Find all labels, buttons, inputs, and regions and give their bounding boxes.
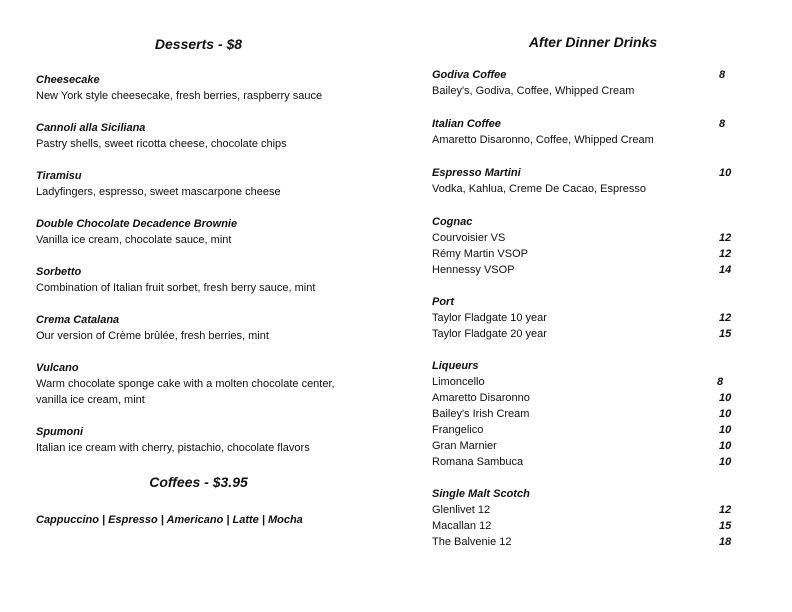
cocktail-price: 8	[719, 69, 726, 81]
dessert-item	[36, 168, 366, 200]
dessert-item	[36, 424, 366, 456]
dessert-name: Crema Catalana	[36, 314, 120, 326]
drink-row	[432, 518, 733, 534]
drink-price: 10	[719, 408, 732, 420]
cocktail-item	[432, 165, 733, 197]
drink-row	[432, 262, 733, 278]
drink-row	[432, 438, 733, 454]
drink-price: 14	[719, 264, 732, 276]
dessert-name: Cannoli alla Siciliana	[36, 122, 146, 134]
drink-name: The Balvenie 12	[432, 536, 512, 548]
desserts-heading: Desserts - $8	[154, 36, 243, 52]
cocktail-item	[432, 67, 733, 99]
drink-row	[432, 374, 733, 390]
drink-name: Courvoisier VS	[432, 232, 506, 244]
drink-price: 10	[719, 392, 732, 404]
dessert-desc: Vanilla ice cream, chocolate sauce, mint	[36, 234, 232, 246]
cocktail-price: 8	[719, 118, 726, 130]
dessert-desc: Pastry shells, sweet ricotta cheese, chocolate chips	[36, 138, 287, 150]
dessert-desc: New York style cheesecake, fresh berries, raspberry sauce	[36, 90, 323, 102]
group-title: Liqueurs	[432, 360, 479, 372]
drink-name: Taylor Fladgate 10 year	[432, 312, 547, 324]
dessert-desc: Ladyfingers, espresso, sweet mascarpone cheese	[36, 186, 281, 198]
coffee-list: Cappuccino | Espresso | Americano | Latte | Mocha	[36, 514, 303, 526]
drink-row	[432, 230, 733, 246]
dessert-item	[36, 72, 366, 104]
drink-name: Frangelico	[432, 424, 484, 436]
scotch-group	[432, 486, 733, 550]
group-title: Port	[432, 296, 454, 308]
coffees-heading: Coffees - $3.95	[149, 474, 248, 490]
drink-name: Rémy Martin VSOP	[432, 248, 528, 260]
drink-row	[432, 326, 733, 342]
drink-row	[432, 454, 733, 470]
dessert-name: Vulcano	[36, 362, 79, 374]
drink-row	[432, 246, 733, 262]
dessert-name: Spumoni	[36, 426, 84, 438]
dessert-desc: Combination of Italian fruit sorbet, fresh berry sauce, mint	[36, 282, 316, 294]
drink-price: 12	[719, 232, 732, 244]
dessert-item	[36, 312, 366, 344]
drink-row	[432, 390, 733, 406]
cocktail-desc: Bailey's, Godiva, Coffee, Whipped Cream	[432, 85, 635, 97]
cocktail-name: Espresso Martini	[432, 167, 521, 179]
dessert-desc: Warm chocolate sponge cake with a molten chocolate center, vanilla ice cream, mint	[36, 378, 335, 406]
drink-price: 12	[719, 312, 732, 324]
dessert-item	[36, 360, 352, 408]
drink-name: Macallan 12	[432, 520, 492, 532]
port-group	[432, 294, 733, 342]
dessert-name: Cheesecake	[36, 74, 100, 86]
drink-row	[432, 310, 733, 326]
drink-price: 10	[719, 456, 732, 468]
drink-name: Taylor Fladgate 20 year	[432, 328, 547, 340]
dessert-item	[36, 264, 366, 296]
drink-row	[432, 422, 733, 438]
group-title: Cognac	[432, 216, 473, 228]
group-title: Single Malt Scotch	[432, 488, 530, 500]
drink-name: Hennessy VSOP	[432, 264, 515, 276]
drink-name: Limoncello	[432, 376, 485, 388]
dessert-name: Sorbetto	[36, 266, 82, 278]
dessert-desc: Our version of Crème brûlée, fresh berries, mint	[36, 330, 269, 342]
liqueurs-group	[432, 358, 733, 470]
drink-price: 10	[719, 440, 732, 452]
cocktail-name: Godiva Coffee	[432, 69, 507, 81]
drink-row	[432, 502, 733, 518]
cocktail-desc: Vodka, Kahlua, Creme De Cacao, Espresso	[432, 183, 647, 195]
cognac-group	[432, 214, 733, 278]
drink-price: 15	[719, 520, 732, 532]
dessert-name: Double Chocolate Decadence Brownie	[36, 218, 238, 230]
cocktail-item	[432, 116, 733, 148]
drink-price: 12	[719, 248, 732, 260]
cocktail-desc: Amaretto Disaronno, Coffee, Whipped Cream	[432, 134, 654, 146]
drink-name: Amaretto Disaronno	[432, 392, 530, 404]
cocktail-price: 10	[719, 167, 732, 179]
dessert-name: Tiramisu	[36, 170, 82, 182]
drink-price: 12	[719, 504, 732, 516]
dessert-desc: Italian ice cream with cherry, pistachio, chocolate flavors	[36, 442, 310, 454]
drink-price: 15	[719, 328, 732, 340]
drink-price: 18	[719, 536, 732, 548]
drinks-heading: After Dinner Drinks	[528, 34, 658, 50]
drink-name: Bailey's Irish Cream	[432, 408, 530, 420]
dessert-item	[36, 120, 366, 152]
drink-row	[432, 534, 733, 550]
drink-row	[432, 406, 733, 422]
drink-name: Romana Sambuca	[432, 456, 524, 468]
dessert-item	[36, 216, 366, 248]
drink-price: 8	[717, 376, 724, 388]
drink-price: 10	[719, 424, 732, 436]
drink-name: Glenlivet 12	[432, 504, 491, 516]
drink-name: Gran Marnier	[432, 440, 497, 452]
cocktail-name: Italian Coffee	[432, 118, 501, 130]
